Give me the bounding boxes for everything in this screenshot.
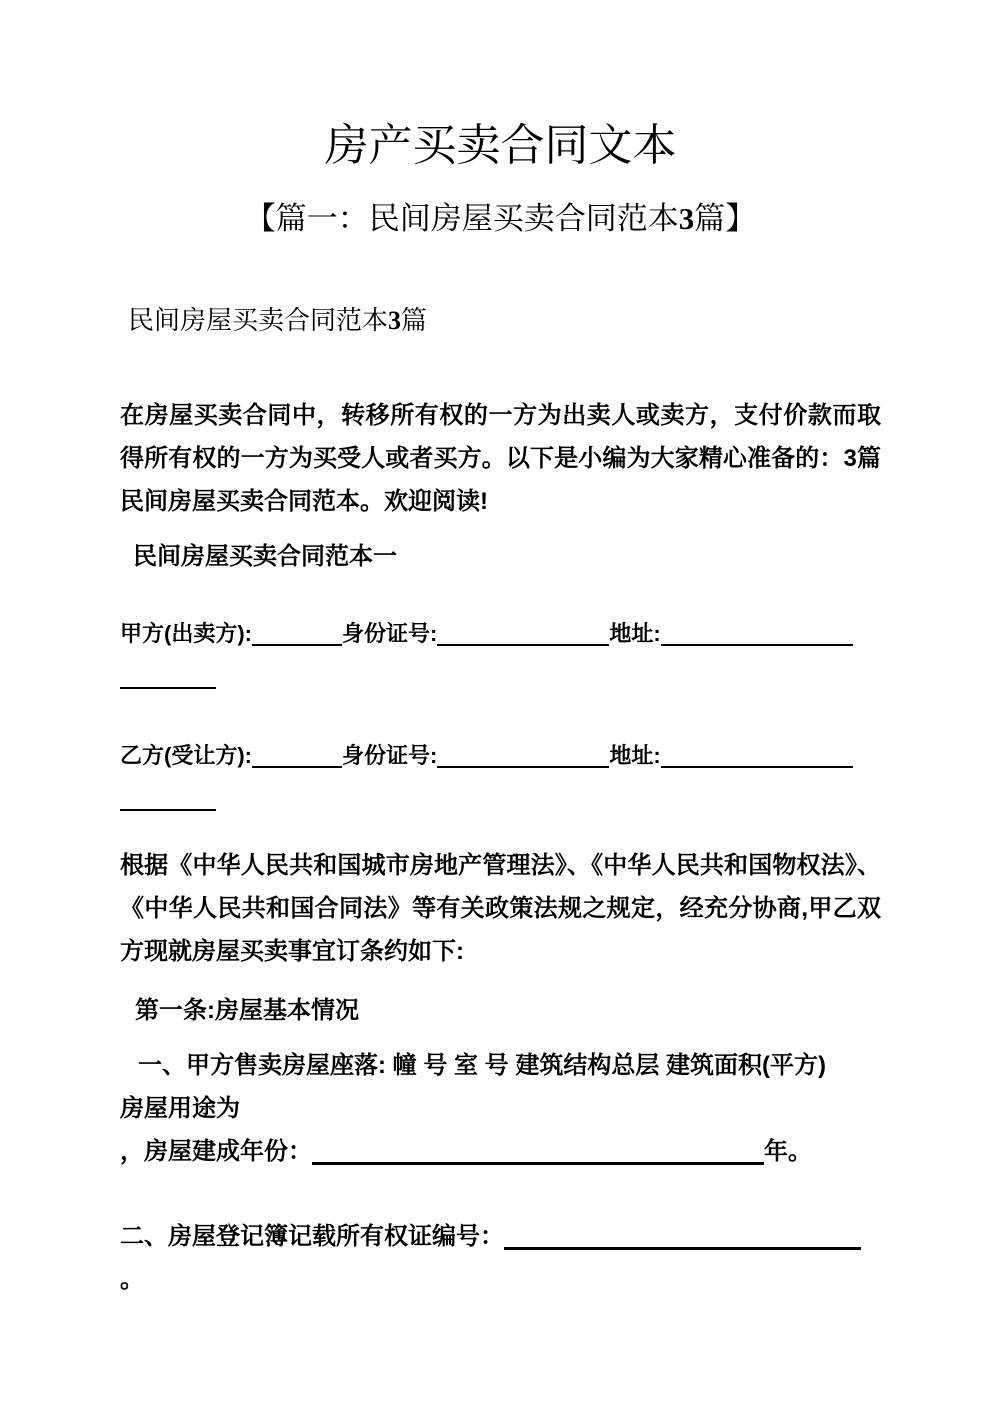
party-b-address-label: 地址: bbox=[609, 743, 661, 768]
house-info-line2: 房屋用途为 bbox=[120, 1095, 240, 1122]
registration-number-blank bbox=[504, 1221, 861, 1250]
party-b-line bbox=[120, 734, 881, 820]
sample-one-heading: 民间房屋买卖合同范本一 bbox=[133, 543, 397, 570]
party-b-name-label: 乙方(受让方): bbox=[120, 743, 252, 768]
page-title: 房产买卖合同文本 bbox=[324, 121, 677, 170]
article-1-heading: 第一条:房屋基本情况 bbox=[135, 997, 359, 1024]
party-a-line bbox=[120, 612, 881, 698]
subtitle-text-post: 篇】 bbox=[694, 201, 757, 236]
intro-number: 3 bbox=[843, 445, 857, 472]
registration-period: 。 bbox=[120, 1266, 144, 1293]
registration-label: 二、房屋登记簿记载所有权证编号： bbox=[120, 1223, 504, 1250]
party-b-address-blank bbox=[661, 740, 853, 768]
subtitle-number: 3 bbox=[678, 201, 695, 236]
intro-paragraph bbox=[120, 394, 881, 523]
party-a-name-label: 甲方(出卖方): bbox=[120, 621, 252, 646]
party-a-address-blank-continued bbox=[120, 661, 216, 689]
heading-text-post: 篇 bbox=[401, 306, 428, 335]
heading-number: 3 bbox=[388, 306, 402, 335]
intro-text-post: 篇民间房屋买卖合同范本。欢迎阅读! bbox=[120, 445, 882, 515]
heading-text-pre: 民间房屋买卖合同范本 bbox=[128, 306, 389, 335]
party-a-id-label: 身份证号: bbox=[341, 621, 438, 646]
house-info-year-label: ，房屋建成年份： bbox=[120, 1138, 312, 1165]
party-a-name-blank bbox=[252, 618, 342, 646]
house-info-line1: 一、甲方售卖房屋座落: 幢 号 室 号 建筑结构总层 建筑面积(平方) bbox=[138, 1052, 826, 1079]
section-subtitle bbox=[120, 198, 881, 240]
house-info-year-suffix: 年。 bbox=[764, 1138, 812, 1165]
doc-heading bbox=[120, 302, 881, 340]
house-year-blank bbox=[312, 1136, 764, 1165]
party-b-id-label: 身份证号: bbox=[341, 743, 438, 768]
party-b-name-blank bbox=[252, 740, 342, 768]
legal-basis-paragraph: 根据《中华人民共和国城市房地产管理法》、《中华人民共和国物权法》、《中华人民共和国合同法》等有关政策法规之规定，经充分协商,甲乙双方现就房屋买卖事宜订条约如下: bbox=[120, 852, 881, 965]
party-a-id-blank bbox=[437, 618, 609, 646]
intro-text-pre: 在房屋买卖合同中，转移所有权的一方为出卖人或卖方，支付价款而取得所有权的一方为买受人或者买方。以下是小编为大家精心准备的： bbox=[120, 402, 881, 472]
party-b-id-blank bbox=[437, 740, 609, 768]
party-a-address-label: 地址: bbox=[609, 621, 661, 646]
subtitle-text-pre: 【篇一：民间房屋买卖合同范本 bbox=[244, 201, 679, 236]
party-b-address-blank-continued bbox=[120, 783, 216, 811]
party-a-address-blank bbox=[661, 618, 853, 646]
house-info-item bbox=[120, 1044, 881, 1173]
registration-item bbox=[120, 1215, 881, 1301]
document-content bbox=[0, 120, 993, 1301]
